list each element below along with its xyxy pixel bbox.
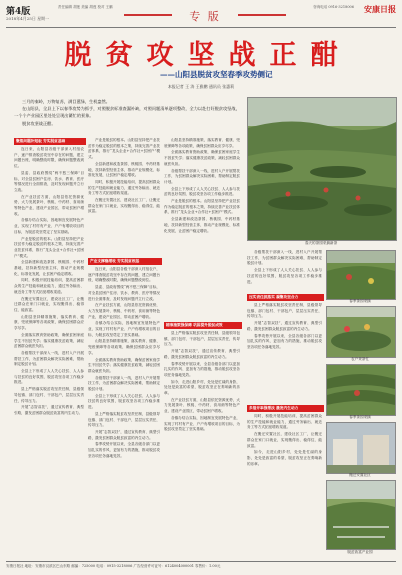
photo-resettlement (326, 422, 396, 474)
article-paragraph: 各级帮扶干部深入一线，进村入户开展帮扶工作，为贫困群众解决实际困难，帮助制定脱贫计划。 (247, 250, 322, 266)
photo-tea-garden-main (247, 97, 397, 241)
lede-paragraph: 三月的秦岭，万物复苏，满目葱绿，生机盎然。 (22, 99, 110, 104)
page-number: 第4版 (6, 7, 31, 17)
article-paragraph: 全县上下形成了人人关心扶贫、人人参与扶贫的良好氛围，脱贫攻坚各项工作稳步推进。 (14, 369, 84, 385)
article-paragraph: 县上严格落实脱贫攻坚责任制，县级领导包镇、部门包村、干部包户，层层压实责任，传导压力。 (247, 303, 322, 319)
article-paragraph: 春季攻势开展以来，全县各级各部门以更加扎实的作风、更加有力的措施，推动脱贫攻坚各项任务落地见效。 (247, 333, 322, 349)
article-paragraph: 全面落实教育资助政策，确保贫困家庭学生不因贫失学；落实健康扶贫政策，减轻贫困群众就医负担。 (164, 150, 240, 166)
article-paragraph: 全县上下形成了人人关心扶贫、人人参与扶贫的良好氛围，脱贫攻坚各项工作稳步推进。 (164, 186, 240, 197)
article-paragraph: 全县上下形成了人人关心扶贫、人人参与扶贫的良好氛围，脱贫攻坚各项工作稳步推进。 (88, 393, 160, 410)
article-paragraph: 全县新建和改造茶园、核桃园、中药材基地，扶持新型经营主体，推动产业规模化、标准化发展，让贫困户稳定增收。 (164, 217, 240, 233)
article-paragraph: 如今，走进山阳乡村，处处是忙碌的身影，处处是致富的希望，脱贫攻坚正在奏响新的乐章。 (247, 450, 322, 466)
byline: 本报记者 王 涛 王雅鹏 通讯员 张惠莉 (167, 84, 235, 89)
article-paragraph: 在搬迁安置社区，建设社区工厂，让搬迁群众在家门口就业，实现搬得出、稳得住、能致富。 (14, 296, 84, 312)
article-paragraph: 县委、县政府围绕“两不愁三保障”目标，对全县贫困户住房、饮水、教育、医疗等情况进行全面排查，及时发现问题并立行立改。 (88, 285, 160, 301)
article-paragraph: 开展“志智双扶”，通过宣传教育、典型引路，激发贫困群众脱贫致富的内生动力。 (247, 321, 322, 331)
contact-info: 咨询电话 0916-3218006 (313, 5, 354, 9)
article-paragraph: 同时，积极开展技能培训，提高贫困群众的生产技能和就业能力，通过劳务输出、就近务工等方式拓宽增收渠道。 (14, 278, 84, 294)
article-paragraph: 产业是脱贫的根本。山阳县坚持把产业扶贫作为稳定脱贫的根本之策，持续完善产业扶贫体系，推行“龙头企业+合作社+贫困户”模式。 (14, 236, 84, 258)
lede-paragraph: 在山阳县，全县上下以春季攻势为抓手，对照脱贫标准查漏补缺，对照问题清单逐项整改，全力以赴打好脱贫攻坚战，一个个产业园区里处处呈现出繁忙的景象。 (14, 106, 240, 119)
article-paragraph: 全面落实教育资助政策，确保贫困家庭学生不因贫失学；落实健康扶贫政策，减轻贫困群众就医负担。 (14, 332, 84, 349)
article-paragraph: 全县上下形成了人人关心扶贫、人人参与扶贫的良好氛围，脱贫攻坚各项工作稳步推进。 (247, 268, 322, 284)
article-paragraph: 开展“志智双扶”，通过宣传教育、典型引路，激发贫困群众脱贫致富的内生动力。 (88, 429, 160, 440)
article-paragraph: 春季攻势开展以来，全县各级各部门以更加扎实的作风、更加有力的措施，推动脱贫攻坚各项任务落地见效。 (164, 361, 240, 377)
article-paragraph: 开展“志智双扶”，通过宣传教育、典型引路，激发贫困群众脱贫致富的内生动力。 (14, 405, 84, 415)
article-column-2a (88, 138, 160, 256)
newspaper-brand: 安康日报 (364, 4, 396, 14)
photo-industrial-park (326, 480, 396, 550)
article-paragraph: 山阳县坚持精准施策，落实教育、健康、兜底保障等各项政策，确保贫困群众应享尽享。 (88, 339, 160, 355)
article-column-4a (247, 250, 322, 292)
headline: 脱贫攻坚战正酣 (64, 40, 352, 71)
issue-date: 2018年4月25日 星期一 (6, 16, 50, 21)
article-paragraph: 全面落实教育资助政策，确保贫困家庭学生不因贫失学；落实健康扶贫政策，减轻贫困群众就医负担。 (88, 357, 160, 373)
article-paragraph: 县委、县政府围绕“两不愁三保障”目标，对全县贫困户住房、饮水、教育、医疗等情况进行全面排查，及时发现问题并立行立改。 (14, 170, 84, 192)
article-paragraph: 产业是脱贫的根本。山阳县坚持把产业扶贫作为稳定脱贫的根本之策，持续完善产业扶贫体系，推行“龙头企业+合作社+贫困户”模式。 (88, 138, 160, 160)
article-paragraph: 各级帮扶干部深入一线，进村入户开展帮扶工作，为贫困群众解决实际困难，帮助制定脱贫计划。 (88, 375, 160, 392)
photo-caption: 春季茶园采摘 (349, 299, 371, 303)
article-paragraph: 在搬迁安置社区，建设社区工厂，让搬迁群众在家门口就业，实现搬得出、稳得住、能致富。 (247, 432, 322, 448)
article-paragraph: 如今，走进山阳乡村，处处是忙碌的身影，处处是致富的希望，脱贫攻坚正在奏响新的乐章。 (164, 379, 240, 396)
section-heading: 产业支撑稳增收 夯实脱贫根基 (88, 258, 162, 265)
article-column-2b (88, 267, 160, 559)
article-column-3a (164, 138, 240, 320)
photo-caption: 春季茶园采摘 (349, 415, 371, 419)
article-paragraph: 山阳县坚持精准施策，落实教育、健康、兜底保障等各项政策，确保贫困群众应享尽享。 (14, 314, 84, 331)
article-paragraph: 连日来，山阳县各级干部深入村组农户，逐户排查脱贫攻坚中存在的问题，建立问题台账，明确整改时限，确保问题整改到位。 (14, 147, 84, 169)
photo-tea-picking (326, 250, 396, 300)
footer: 安康日报社 地址：安康市汉滨区巴山东路 邮编：725000 电话：0915-3218006 广告经营许可证号：6124004000001 零售价：1.00元 (6, 564, 221, 568)
article-paragraph: 山阳县坚持精准施策，落实教育、健康、兜底保障等各项政策，确保贫困群众应享尽享。 (164, 138, 240, 148)
article-paragraph: 各镇办结合实际，因地制宜发展特色产业，实现了村村有产业、户户有增收项目的目标，为脱贫攻坚奠定了坚实基础。 (164, 415, 240, 432)
photo-caption: 脱贫致富产业园 (347, 550, 373, 554)
section-heading: 聚焦问题补短板 夯实脱贫基础 (14, 138, 86, 145)
article-paragraph: 同时，积极开展技能培训，提高贫困群众的生产技能和就业能力，通过劳务输出、就近务工等方式拓宽增收渠道。 (88, 179, 160, 196)
article-column-3b (164, 331, 240, 559)
article-paragraph: 同时，积极开展技能培训，提高贫困群众的生产技能和就业能力，通过劳务输出、就近务工等方式拓宽增收渠道。 (247, 414, 322, 430)
article-paragraph: 在产业扶贫方面，山阳县依托资源优势，大力发展茶叶、核桃、中药材、食用菌等特色产业，建设产业园区，带动贫困户增收。 (14, 194, 84, 216)
article-paragraph: 春季攻势开展以来，全县各级各部门以更加扎实的作风、更加有力的措施，推动脱贫攻坚各项任务落地见效。 (88, 442, 160, 458)
section-label: 专 版 (189, 10, 221, 23)
photo-caption: 春天的茶园采摘新茶 (304, 241, 338, 245)
article-column-1 (14, 147, 84, 559)
article-paragraph: 全县新建和改造茶园、核桃园、中药材基地，扶持新型经营主体，推动产业规模化、标准化发展，让贫困户稳定增收。 (88, 161, 160, 178)
article-paragraph: 各级帮扶干部深入一线，进村入户开展帮扶工作，为贫困群众解决实际困难，帮助制定脱贫计划。 (14, 350, 84, 367)
footer-rule (6, 561, 396, 562)
lede-paragraph: 脱贫攻坚战正酣。 (22, 120, 56, 126)
section-heading: 精准施策强保障 巩固提升脱贫成效 (164, 322, 242, 329)
photo-farmers (326, 306, 396, 358)
article-paragraph: 开展“志智双扶”，通过宣传教育、典型引路，激发贫困群众脱贫致富的内生动力。 (164, 349, 240, 359)
masthead-dash-left (124, 14, 172, 16)
article-paragraph: 在搬迁安置社区，建设社区工厂，让搬迁群众在家门口就业，实现搬得出、稳得住、能致富。 (88, 198, 160, 214)
article-paragraph: 县上严格落实脱贫攻坚责任制，县级领导包镇、部门包村、干部包户，层层压实责任，传导压力。 (88, 411, 160, 428)
masthead (6, 4, 396, 26)
article-paragraph: 县上严格落实脱贫攻坚责任制，县级领导包镇、部门包村、干部包户，层层压实责任，传导压力。 (14, 387, 84, 403)
lede (14, 98, 242, 127)
article-paragraph: 产业是脱贫的根本。山阳县坚持把产业扶贫作为稳定脱贫的根本之策，持续完善产业扶贫体系，推行“龙头企业+合作社+贫困户”模式。 (164, 199, 240, 215)
article-paragraph: 在产业扶贫方面，山阳县依托资源优势，大力发展茶叶、核桃、中药材、食用菌等特色产业，建设产业园区，带动贫困户增收。 (164, 397, 240, 414)
article-paragraph: 连日来，山阳县各级干部深入村组农户，逐户排查脱贫攻坚中存在的问题，建立问题台账，明确整改时限，确保问题整改到位。 (88, 267, 160, 283)
masthead-dash-right (238, 14, 286, 16)
article-paragraph: 各级帮扶干部深入一线，进村入户开展帮扶工作，为贫困群众解决实际困难，帮助制定脱贫计划。 (164, 168, 240, 184)
article-paragraph: 各镇办结合实际，因地制宜发展特色产业，实现了村村有产业、户户有增收项目的目标，为脱贫攻坚奠定了坚实基础。 (14, 218, 84, 234)
editor-info: 责任编辑 胡莲 美编 胡莲 校对 王鹏 (58, 5, 113, 9)
article-paragraph: 全县新建和改造茶园、核桃园、中药材基地，扶持新型经营主体，推动产业规模化、标准化发展，让贫困户稳定增收。 (14, 260, 84, 276)
section-heading: 压实责任抓落实 凝聚攻坚合力 (247, 294, 324, 301)
article-paragraph: 各镇办结合实际，因地制宜发展特色产业，实现了村村有产业、户户有增收项目的目标，为脱贫攻坚奠定了坚实基础。 (88, 321, 160, 337)
article-column-4c (247, 414, 322, 559)
article-paragraph: 在产业扶贫方面，山阳县依托资源优势，大力发展茶叶、核桃、中药材、食用菌等特色产业，建设产业园区，带动贫困户增收。 (88, 303, 160, 319)
subheadline: ——山阳县脱贫攻坚春季攻势侧记 (160, 70, 273, 79)
article-column-4b (247, 303, 322, 403)
photo-caption: 搬迁安置社区 (349, 473, 371, 477)
photo-caption: 农户采茶忙 (351, 357, 369, 361)
masthead-rule (6, 27, 396, 28)
article-paragraph: 县上严格落实脱贫攻坚责任制，县级领导包镇、部门包村、干部包户，层层压实责任，传导压力。 (164, 331, 240, 347)
photo-tea-terrace (326, 364, 396, 416)
section-heading: 多措并举强帮扶 激发内生动力 (247, 405, 324, 412)
